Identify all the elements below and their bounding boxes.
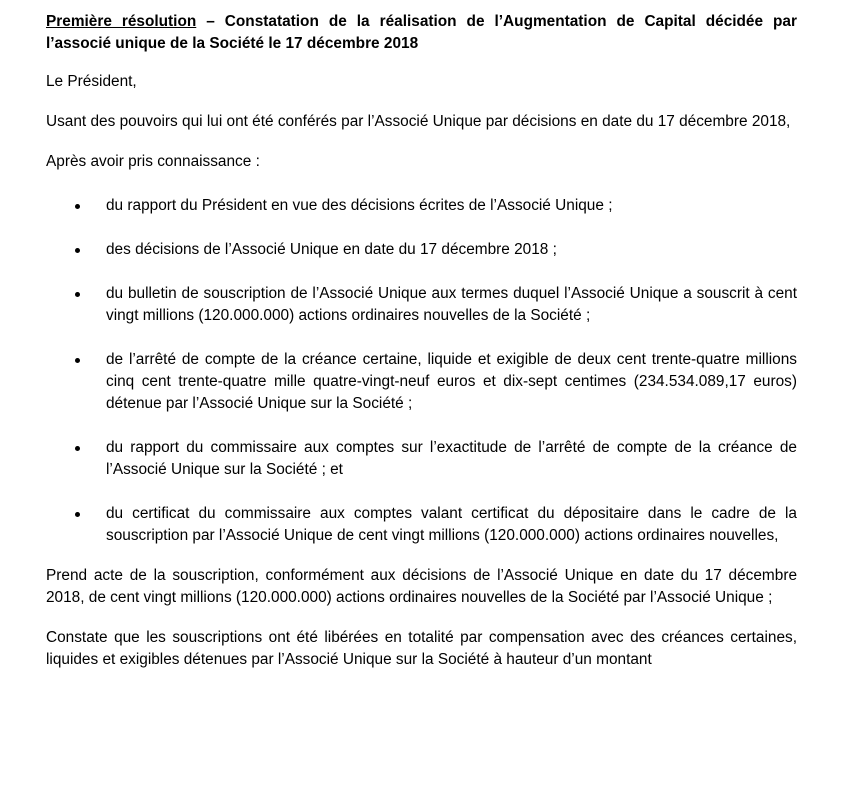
bullet-icon: [75, 204, 80, 209]
paragraph-usant: Usant des pouvoirs qui lui ont été conférés par l’Associé Unique par décisions en date du 17 décembre 2018,: [46, 113, 791, 130]
list-item: [46, 349, 797, 415]
bullet-icon: [75, 248, 80, 253]
resolution-heading: [46, 11, 797, 55]
bullet-icon: [75, 446, 80, 451]
bullet-icon: [75, 358, 80, 363]
list-item-text: du bulletin de souscription de l’Associé Unique aux termes duquel l’Associé Unique a souscrit à cent vingt millions (120.000.000) actions ordinaires nouvelles de la Société ;: [106, 285, 797, 324]
list-item: [46, 239, 797, 261]
list-item-text: du rapport du Président en vue des décisions écrites de l’Associé Unique ;: [106, 197, 613, 214]
list-item-text: du certificat du commissaire aux comptes valant certificat du dépositaire dans le cadre de la souscription par l’Associé Unique de cent vingt millions (120.000.000) actions ordinaires nouvelles,: [106, 505, 797, 544]
paragraph-constate: Constate que les souscriptions ont été libérées en totalité par compensation avec des créances certaines, liquides et exigibles détenues par l’Associé Unique sur la Société à hauteur d’un montant: [46, 629, 797, 668]
paragraph-president: Le Président,: [46, 73, 137, 90]
list-item: [46, 503, 797, 547]
paragraph-apres: Après avoir pris connaissance :: [46, 153, 260, 170]
list-item-text: de l’arrêté de compte de la créance certaine, liquide et exigible de deux cent trente-quatre millions cinq cent trente-quatre mille quatre-vingt-neuf euros et dix-sept centimes (234.534.089,17 euros) détenue par l’Associé Unique sur la Société ;: [106, 351, 797, 412]
list-item: [46, 195, 797, 217]
list-item: [46, 283, 797, 327]
list-item-text: des décisions de l’Associé Unique en date du 17 décembre 2018 ;: [106, 241, 557, 258]
bullet-icon: [75, 292, 80, 297]
resolution-subject: – Constatation de la réalisation de l’Augmentation de Capital décidée par l’associé unique de la Société le 17 décembre 2018: [46, 13, 797, 52]
document-list: [46, 195, 797, 547]
list-item-text: du rapport du commissaire aux comptes sur l’exactitude de l’arrêté de compte de la créance de l’Associé Unique sur la Société ; et: [106, 439, 797, 478]
resolution-title: Première résolution: [46, 13, 197, 30]
paragraph-prend-acte: Prend acte de la souscription, conformément aux décisions de l’Associé Unique en date du 17 décembre 2018, de cent vingt millions (120.000.000) actions ordinaires nouvelles de la Société par l’Associé Unique ;: [46, 567, 797, 606]
bullet-icon: [75, 512, 80, 517]
list-item: [46, 437, 797, 481]
